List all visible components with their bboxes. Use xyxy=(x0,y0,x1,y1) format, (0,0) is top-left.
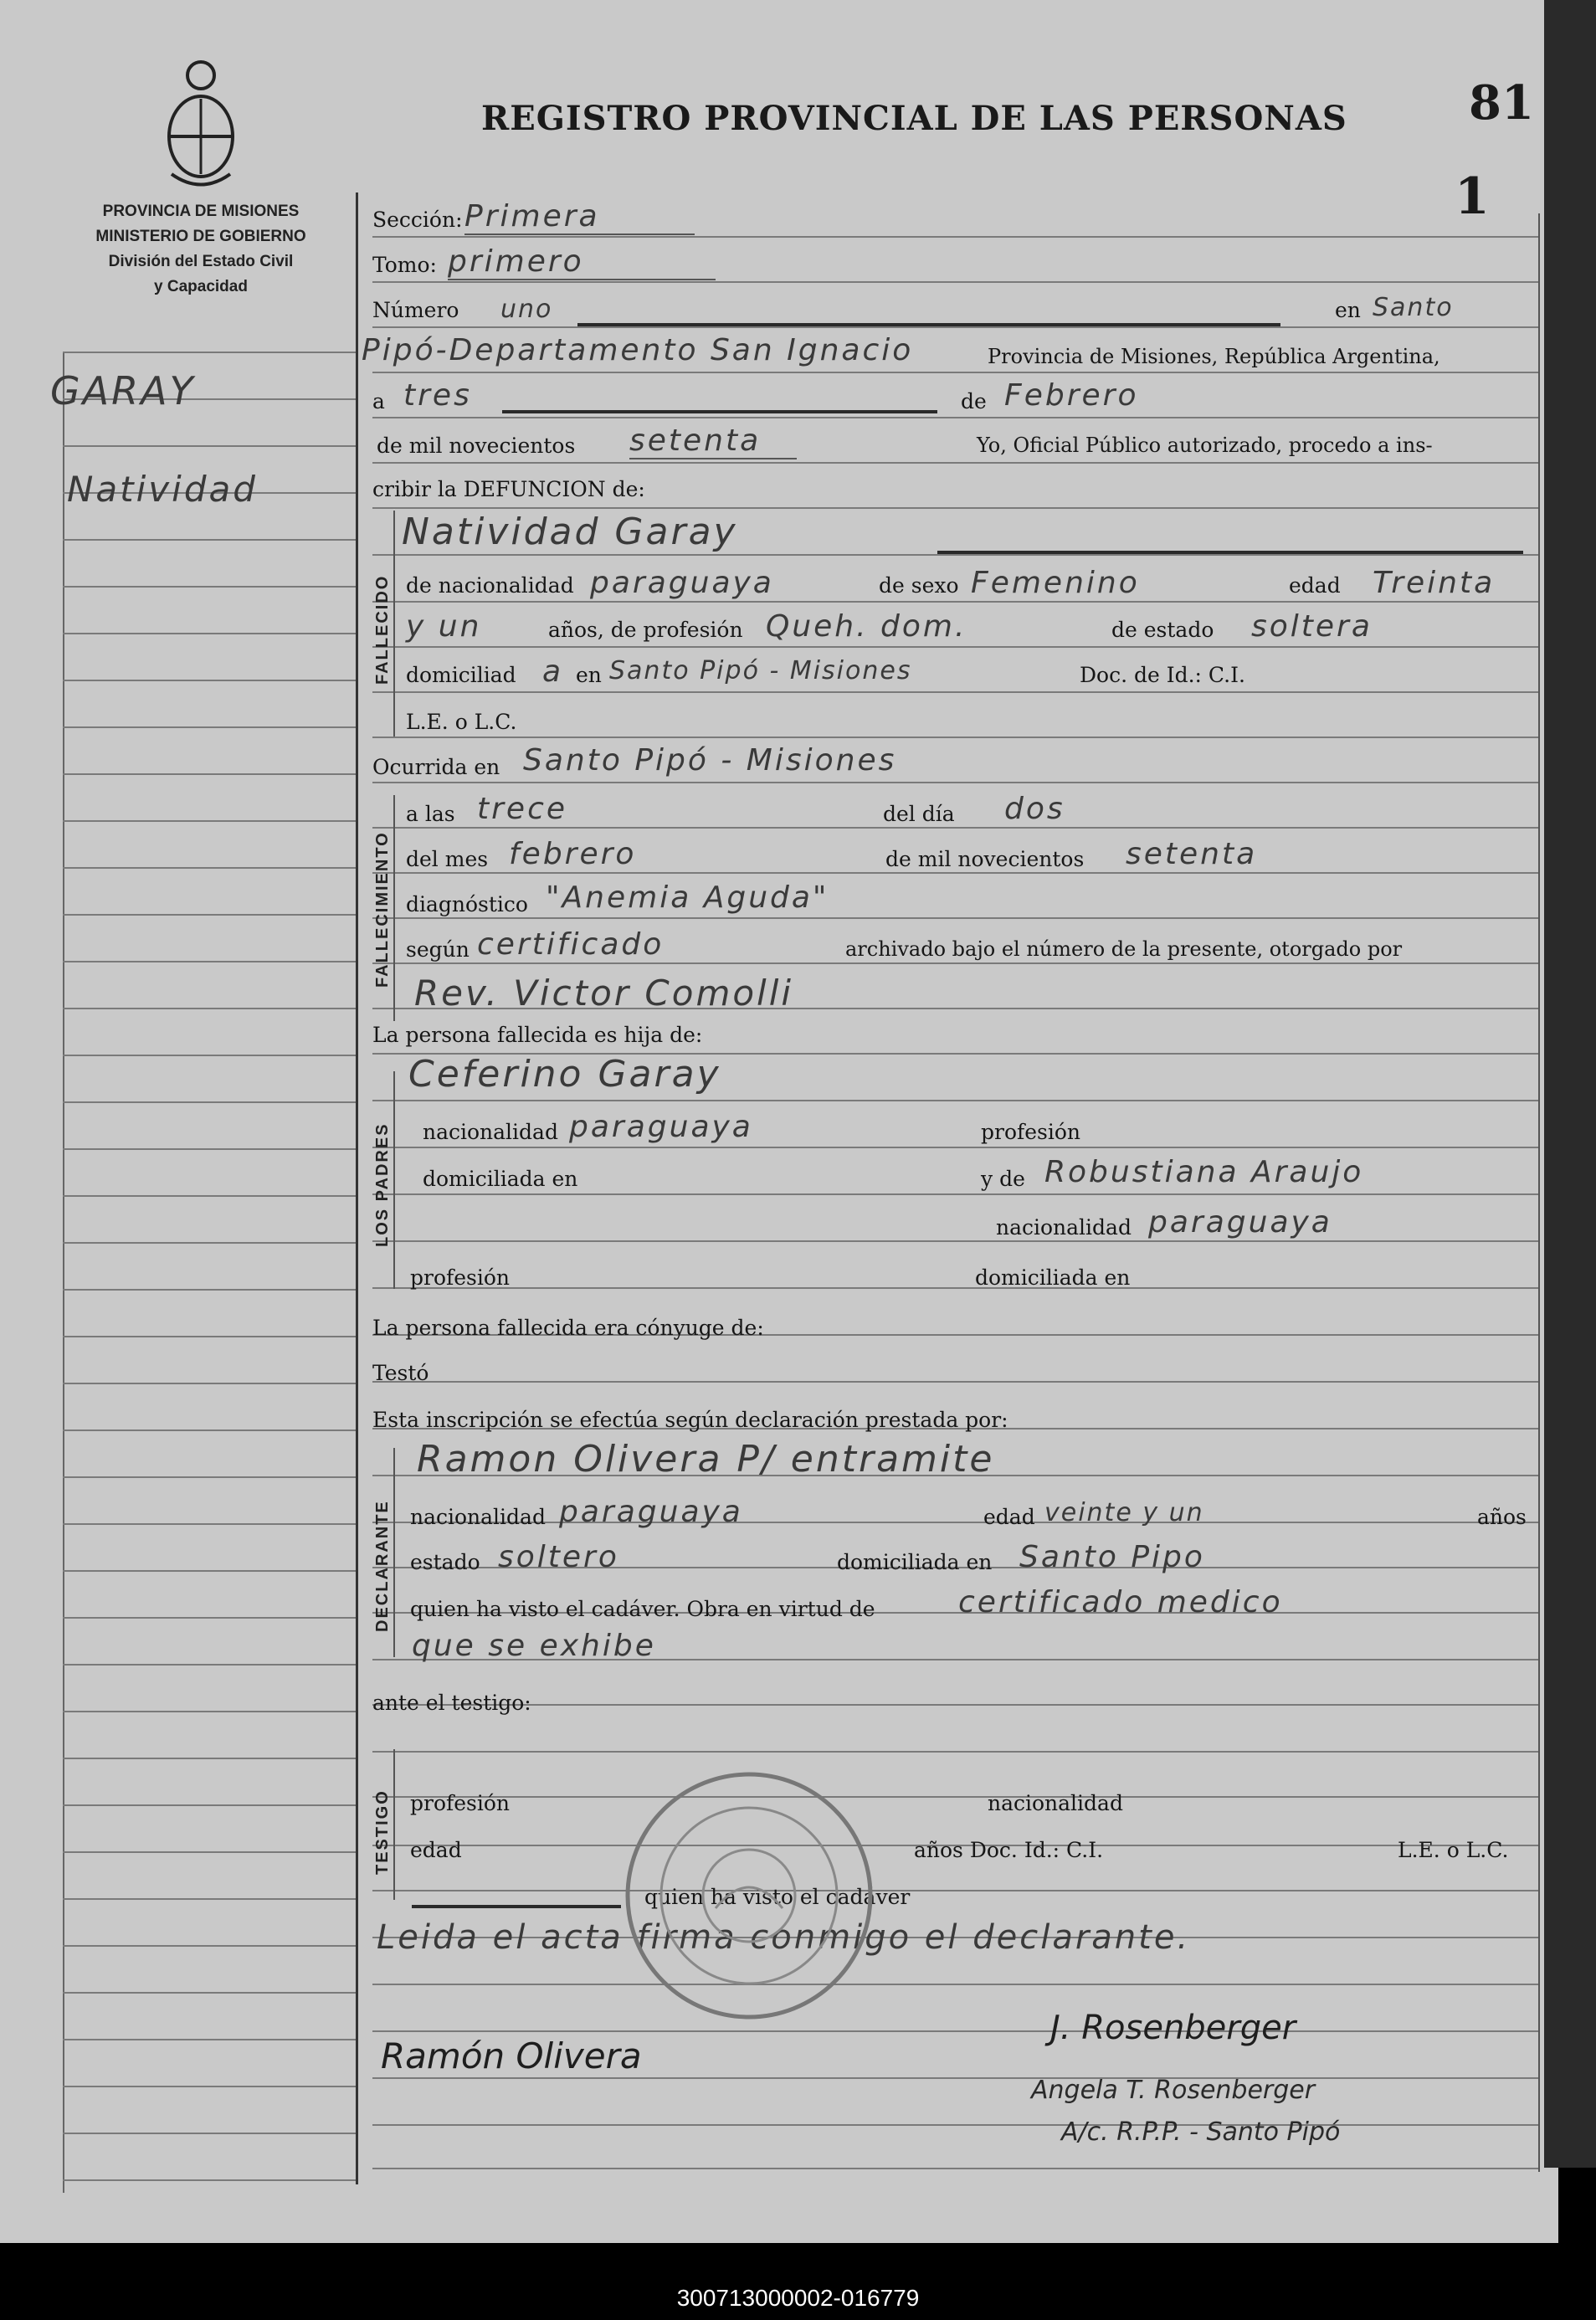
form-rule-line xyxy=(372,1984,1538,1985)
field-tomo: primero xyxy=(448,244,716,280)
label-conyuge: La persona fallecida era cónyuge de: xyxy=(372,1316,764,1340)
margin-rule-line xyxy=(63,1383,356,1384)
margin-rule-line xyxy=(63,867,356,869)
label-declaracion: Esta inscripción se efectúa según declaración prestada por: xyxy=(372,1408,1008,1432)
field-edad-2: y un xyxy=(406,609,482,644)
field-estado: soltera xyxy=(1251,609,1373,644)
margin-rule-line xyxy=(63,1101,356,1103)
label-madre-domiciliada: domiciliada en xyxy=(975,1265,1131,1290)
signature-declarante: Ramón Olivera xyxy=(381,2035,642,2076)
label-decl-edad: edad xyxy=(983,1505,1035,1529)
margin-rule-line xyxy=(63,1758,356,1759)
org-line-division: División del Estado Civil xyxy=(108,253,294,270)
form-rule-line xyxy=(372,646,1538,648)
form-rule-line xyxy=(372,1522,1538,1523)
field-domicilio: Santo Pipó - Misiones xyxy=(609,656,912,685)
label-yo-oficial: Yo, Oficial Público autorizado, procedo a ins- xyxy=(977,434,1433,457)
margin-rule-line xyxy=(63,961,356,962)
field-del-dia: dos xyxy=(1004,792,1065,826)
field-declarante: Ramon Olivera P/ entramite xyxy=(417,1438,995,1481)
margin-rule-line xyxy=(63,1570,356,1572)
form-rule-line xyxy=(372,2077,1538,2079)
margin-surname: GARAY xyxy=(50,368,196,413)
margin-rule-line xyxy=(63,914,356,916)
label-hija-de: La persona fallecida es hija de: xyxy=(372,1023,703,1047)
form-rule-line xyxy=(372,554,1538,556)
label-decl-anos: años xyxy=(1477,1505,1527,1529)
field-padre: Ceferino Garay xyxy=(408,1053,721,1096)
label-de-sexo: de sexo xyxy=(879,573,959,598)
label-y-de: y de xyxy=(981,1167,1025,1191)
org-heading xyxy=(50,199,352,300)
label-archivado: archivado bajo el número de la presente, otorgado por xyxy=(845,937,1403,961)
field-en-lugar: Santo xyxy=(1373,293,1454,322)
field-domiciliado-sufijo: a xyxy=(542,654,564,689)
margin-rule-line xyxy=(63,1289,356,1291)
label-a-las: a las xyxy=(406,802,455,826)
label-numero: Número xyxy=(372,298,459,322)
org-line-ministry: MINISTERIO DE GOBIERNO xyxy=(95,228,306,245)
form-rule-line xyxy=(372,1381,1538,1383)
label-decl-estado: estado xyxy=(410,1550,480,1574)
form-rule-line xyxy=(372,782,1538,783)
label-seccion: Sección: xyxy=(372,208,463,232)
label-ocurrida-en: Ocurrida en xyxy=(372,755,500,779)
label-domiciliad: domiciliad xyxy=(406,663,516,687)
margin-rule-line xyxy=(63,773,356,775)
form-rule-line xyxy=(372,601,1538,603)
margin-rule-line xyxy=(63,2179,356,2181)
org-line-province: PROVINCIA DE MISIONES xyxy=(102,203,300,220)
field-del-mes: febrero xyxy=(509,837,637,871)
field-decl-nac: paraguaya xyxy=(559,1495,743,1529)
declarante-bar xyxy=(393,1448,395,1657)
field-hora: trece xyxy=(477,792,568,826)
margin-rule-line xyxy=(63,586,356,588)
form-rule-line xyxy=(372,1890,1538,1891)
testigo-dash xyxy=(412,1905,621,1908)
page-title: REGISTRO PROVINCIAL DE LAS PERSONAS xyxy=(481,99,1347,138)
form-rule-line xyxy=(372,1287,1538,1289)
side-label-declarante: DECLARANTE xyxy=(373,1500,392,1632)
side-label-fallecimiento: FALLECIMIENTO xyxy=(373,831,392,988)
field-otorgado-por: Rev. Victor Comolli xyxy=(414,973,794,1014)
official-seal-icon xyxy=(619,1766,879,2025)
margin-rule-line xyxy=(63,2133,356,2134)
form-rule-line xyxy=(372,1704,1538,1706)
label-tomo: Tomo: xyxy=(372,253,437,277)
margin-rule-line xyxy=(63,1008,356,1009)
label-del-dia: del día xyxy=(883,802,955,826)
margin-rule-line xyxy=(63,726,356,728)
label-en: en xyxy=(1335,298,1361,322)
label-en-dom: en xyxy=(576,663,602,687)
fallecido-bar xyxy=(393,511,395,737)
margin-rule-line xyxy=(63,2086,356,2087)
form-rule-line xyxy=(372,1751,1538,1753)
fallecimiento-bar xyxy=(393,795,395,1021)
label-quien-ha-visto: quien ha visto el cadáver xyxy=(644,1885,911,1909)
field-seccion: Primera xyxy=(464,199,695,235)
margin-given-name: Natividad xyxy=(67,469,258,510)
field-fallecido-nombre: Natividad Garay xyxy=(402,511,738,553)
form-rule-line xyxy=(372,737,1538,738)
label-testigo-nacionalidad: nacionalidad xyxy=(988,1791,1123,1815)
label-provincia: Provincia de Misiones, República Argentina, xyxy=(988,345,1440,368)
label-testigo-anos-doc: años Doc. Id.: C.I. xyxy=(914,1838,1104,1862)
book-binding xyxy=(1544,0,1596,2168)
act-number: 1 xyxy=(1455,167,1490,226)
form-rule-line xyxy=(372,872,1538,874)
label-testigo-edad: edad xyxy=(410,1838,462,1862)
label-decl-nacionalidad: nacionalidad xyxy=(410,1505,546,1529)
label-testigo-profesion: profesión xyxy=(410,1791,511,1815)
label-de-mil: de mil novecientos xyxy=(377,434,576,458)
margin-rule-line xyxy=(63,1242,356,1244)
margin-rule-line xyxy=(63,680,356,681)
label-de-nacionalidad: de nacionalidad xyxy=(406,573,574,598)
form-rule-line xyxy=(372,236,1538,238)
margin-rule-line xyxy=(63,1711,356,1712)
coat-of-arms-icon xyxy=(155,57,247,191)
margin-rule-line xyxy=(63,1898,356,1900)
field-anio-fall: setenta xyxy=(1126,837,1258,871)
form-rule-line xyxy=(372,1100,1538,1101)
field-dia: tres xyxy=(403,378,472,413)
field-madre: Robustiana Araujo xyxy=(1044,1155,1364,1189)
margin-rule-line xyxy=(63,539,356,541)
field-ocurrida: Santo Pipó - Misiones xyxy=(523,743,897,778)
label-edad: edad xyxy=(1289,573,1341,598)
field-mes: Febrero xyxy=(1004,378,1139,413)
field-decl-edad: veinte y un xyxy=(1044,1498,1204,1527)
label-doc-id: Doc. de Id.: C.I. xyxy=(1080,663,1245,687)
form-rule-line xyxy=(372,2124,1538,2126)
form-rule-line xyxy=(372,1796,1538,1798)
margin-rule-line xyxy=(63,820,356,822)
form-rule-line xyxy=(372,1240,1538,1242)
field-segun: certificado xyxy=(477,927,665,962)
form-rule-line xyxy=(372,507,1538,509)
label-testo: Testó xyxy=(372,1361,429,1385)
label-le-lc: L.E. o L.C. xyxy=(406,710,517,734)
nombre-dash xyxy=(937,551,1523,554)
form-rule-line xyxy=(372,2168,1538,2169)
field-anio: setenta xyxy=(629,423,797,459)
form-rule-line xyxy=(372,827,1538,829)
side-label-testigo: TESTIGO xyxy=(373,1789,392,1875)
form-rule-line xyxy=(372,1193,1538,1195)
field-decl-estado: soltero xyxy=(498,1540,619,1574)
margin-rule-line xyxy=(63,445,356,447)
label-de-mil-fall: de mil novecientos xyxy=(885,847,1085,871)
form-rule-line xyxy=(372,326,1538,328)
form-rule-line xyxy=(372,2030,1538,2032)
field-numero: uno xyxy=(500,295,553,324)
margin-rule-line xyxy=(63,1945,356,1947)
field-lugar-cont: Pipó-Departamento San Ignacio xyxy=(362,333,914,367)
stamp-number: 81 xyxy=(1469,75,1534,131)
margin-rule-line xyxy=(63,1851,356,1853)
label-madre-nacionalidad: nacionalidad xyxy=(996,1215,1132,1240)
side-label-padres: LOS PADRES xyxy=(373,1122,392,1247)
margin-rule-line xyxy=(63,1992,356,1994)
label-padre-domiciliada: domiciliada en xyxy=(423,1167,578,1191)
field-sexo: Femenino xyxy=(971,566,1140,600)
margin-rule-line xyxy=(63,633,356,634)
dia-dash xyxy=(502,410,937,413)
margin-rule-line xyxy=(63,1476,356,1478)
label-diagnostico: diagnóstico xyxy=(406,892,528,916)
signature-oficial-name: Angela T. Rosenberger xyxy=(1031,2076,1316,2105)
form-rule-line xyxy=(372,1147,1538,1148)
margin-right-rule xyxy=(356,192,358,2184)
form-rule-line xyxy=(372,962,1538,964)
form-rule-line xyxy=(372,372,1538,373)
label-de: de xyxy=(961,389,987,413)
field-obra-1: certificado medico xyxy=(958,1585,1283,1619)
field-edad-1: Treinta xyxy=(1373,566,1496,600)
label-decl-domiciliada: domiciliada en xyxy=(837,1550,993,1574)
margin-rule-line xyxy=(63,1148,356,1150)
numero-dash xyxy=(577,323,1280,326)
padres-bar xyxy=(393,1071,395,1289)
signature-oficial: J. Rosenberger xyxy=(1050,2009,1296,2047)
margin-rule-line xyxy=(63,2039,356,2040)
margin-rule-line xyxy=(63,1195,356,1197)
label-madre-profesion: profesión xyxy=(410,1265,511,1290)
label-del-mes: del mes xyxy=(406,847,489,871)
field-nacionalidad: paraguaya xyxy=(590,566,774,600)
label-a: a xyxy=(372,389,385,413)
form-right-rule xyxy=(1538,213,1540,2172)
label-segun: según xyxy=(406,937,470,962)
field-madre-nac: paraguaya xyxy=(1148,1205,1332,1240)
signature-oficial-title: A/c. R.P.P. - Santo Pipó xyxy=(1061,2117,1341,2147)
side-label-fallecido: FALLECIDO xyxy=(373,574,392,685)
form-rule-line xyxy=(372,417,1538,418)
field-diagnostico: "Anemia Aguda" xyxy=(546,880,829,915)
margin-rule-line xyxy=(63,352,356,353)
label-padre-profesion: profesión xyxy=(981,1120,1081,1144)
margin-rule-line xyxy=(63,1617,356,1619)
field-padre-nac: paraguaya xyxy=(569,1110,753,1144)
form-rule-line xyxy=(372,917,1538,919)
margin-left-rule xyxy=(63,352,64,2193)
label-padre-nacionalidad: nacionalidad xyxy=(423,1120,558,1144)
barcode-text: 300713000002-016779 xyxy=(676,2285,920,2311)
label-de-estado: de estado xyxy=(1111,618,1214,642)
margin-rule-line xyxy=(63,1429,356,1431)
form-rule-line xyxy=(372,281,1538,283)
field-leida: Leida el acta firma conmigo el declarante. xyxy=(377,1918,1191,1957)
label-quien-ha-visto-obra: quien ha visto el cadáver. Obra en virtud de xyxy=(410,1597,875,1621)
margin-rule-line xyxy=(63,1336,356,1337)
field-decl-dom: Santo Pipo xyxy=(1019,1540,1205,1574)
label-testigo-le-lc: L.E. o L.C. xyxy=(1398,1838,1509,1862)
form-rule-line xyxy=(372,691,1538,693)
margin-rule-line xyxy=(63,1055,356,1056)
label-ante-testigo: ante el testigo: xyxy=(372,1691,531,1715)
margin-rule-line xyxy=(63,1804,356,1806)
field-obra-2: que se exhibe xyxy=(412,1629,656,1663)
testigo-bar xyxy=(393,1749,395,1900)
label-cribir: cribir la DEFUNCION de: xyxy=(372,477,645,501)
org-line-capacity: y Capacidad xyxy=(154,278,248,295)
form-rule-line xyxy=(372,462,1538,464)
label-anos-profesion: años, de profesión xyxy=(548,618,743,642)
field-profesion: Queh. dom. xyxy=(766,609,967,644)
margin-rule-line xyxy=(63,1523,356,1525)
margin-rule-line xyxy=(63,1664,356,1666)
